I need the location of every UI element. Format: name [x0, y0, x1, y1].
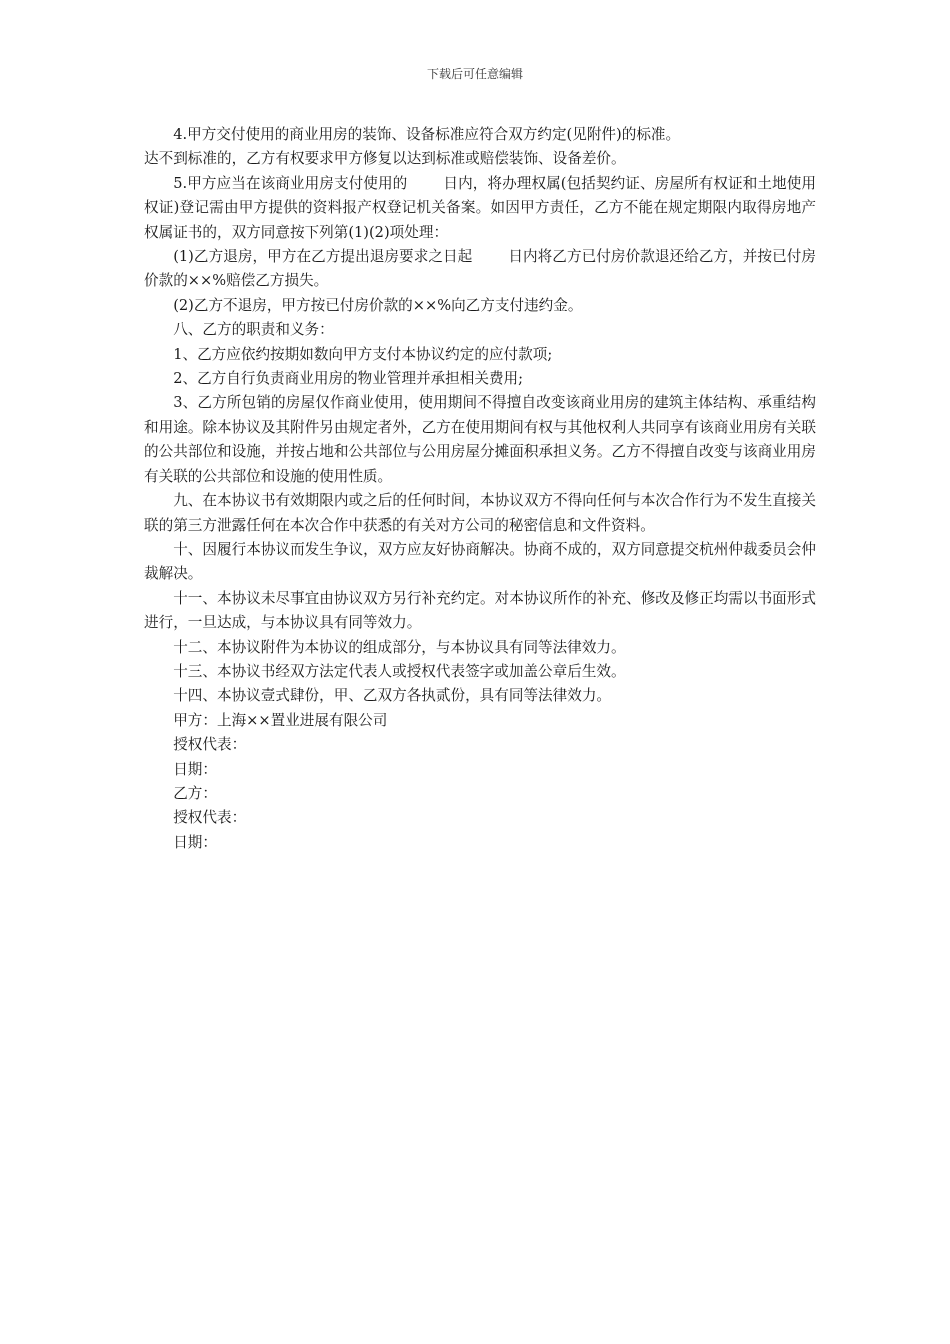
- section-13-paragraph: 十三、本协议书经双方法定代表人或授权代表签字或加盖公章后生效。: [173, 662, 626, 680]
- option-2-paragraph: (2)乙方不退房，甲方按已付房价款的××%向乙方支付违约金。: [173, 296, 583, 314]
- section-8-item-1: 1、乙方应依约按期如数向甲方支付本协议约定的应付款项;: [173, 345, 553, 363]
- section-10-paragraph: 十、因履行本协议而发生争议，双方应友好协商解决。协商不成的，双方同意提交杭州仲裁委员会仲裁解决。: [144, 540, 816, 583]
- page-header: 下载后可任意编辑: [426, 67, 523, 81]
- document-body: [144, 123, 816, 855]
- option-1-text-end: 日内将乙方已付房价款退还给乙方，并按已付房价款的××%赔偿乙方损失。: [144, 248, 816, 290]
- clause-4-continuation: 达不到标准的，乙方有权要求甲方修复以达到标准或赔偿装饰、设备差价。: [144, 150, 626, 168]
- section-8-heading: 八、乙方的职责和义务：: [173, 321, 334, 339]
- clause-5-paragraph: [144, 172, 816, 245]
- clause-5-text-end: 日内，将办理权属(包括契约证、房屋所有权证和土地使用权证)登记需由甲方提供的资料报产权登记机关备案。如因甲方责任，乙方不能在规定期限内取得房地产权属证书的，双方同意按下列第(1)(2)项处理：: [144, 174, 816, 241]
- section-9-paragraph: 九、在本协议书有效期限内或之后的任何时间，本协议双方不得向任何与本次合作行为不发生直接关联的第三方泄露任何在本次合作中获悉的有关对方公司的秘密信息和文件资料。: [144, 492, 816, 534]
- section-11-paragraph: 十一、本协议未尽事宜由协议双方另行补充约定。对本协议所作的补充、修改及修正均需以书面形式进行，一旦达成，与本协议具有同等效力。: [144, 589, 816, 632]
- section-8-item-2: 2、乙方自行负责商业用房的物业管理并承担相关费用;: [173, 370, 524, 388]
- clause-4-paragraph: 4.甲方交付使用的商业用房的装饰、设备标准应符合双方约定(见附件)的标准。: [173, 126, 681, 143]
- party-b-name: 乙方：: [173, 784, 217, 802]
- option-1-text-start: (1)乙方退房，甲方在乙方提出退房要求之日起: [173, 248, 473, 266]
- section-8-item-3: 3、乙方所包销的房屋仅作商业使用，使用期间不得擅自改变该商业用房的建筑主体结构、承重结构和用途。除本协议及其附件另由规定者外，乙方在使用期间有权与其他权利人共同享有该商业用房有关联的公共部位和设施，并按占地和公共部位与公用房屋分摊面积承担义务。乙方不得擅自改变与该商业用房有关联的公共部位和设施的使用性质。: [144, 394, 816, 485]
- party-a-name: 甲方：上海××置业进展有限公司: [173, 711, 388, 729]
- party-b-date: 日期：: [173, 833, 217, 851]
- section-14-paragraph: 十四、本协议壹式肆份，甲、乙双方各执贰份，具有同等法律效力。: [173, 687, 612, 705]
- party-b-representative: 授权代表：: [173, 809, 247, 827]
- clause-5-text-start: 5.甲方应当在该商业用房支付使用的: [173, 174, 408, 192]
- party-a-date: 日期：: [173, 760, 217, 778]
- section-12-paragraph: 十二、本协议附件为本协议的组成部分，与本协议具有同等法律效力。: [173, 638, 626, 656]
- option-1-paragraph: [144, 245, 816, 294]
- party-a-representative: 授权代表：: [173, 736, 247, 754]
